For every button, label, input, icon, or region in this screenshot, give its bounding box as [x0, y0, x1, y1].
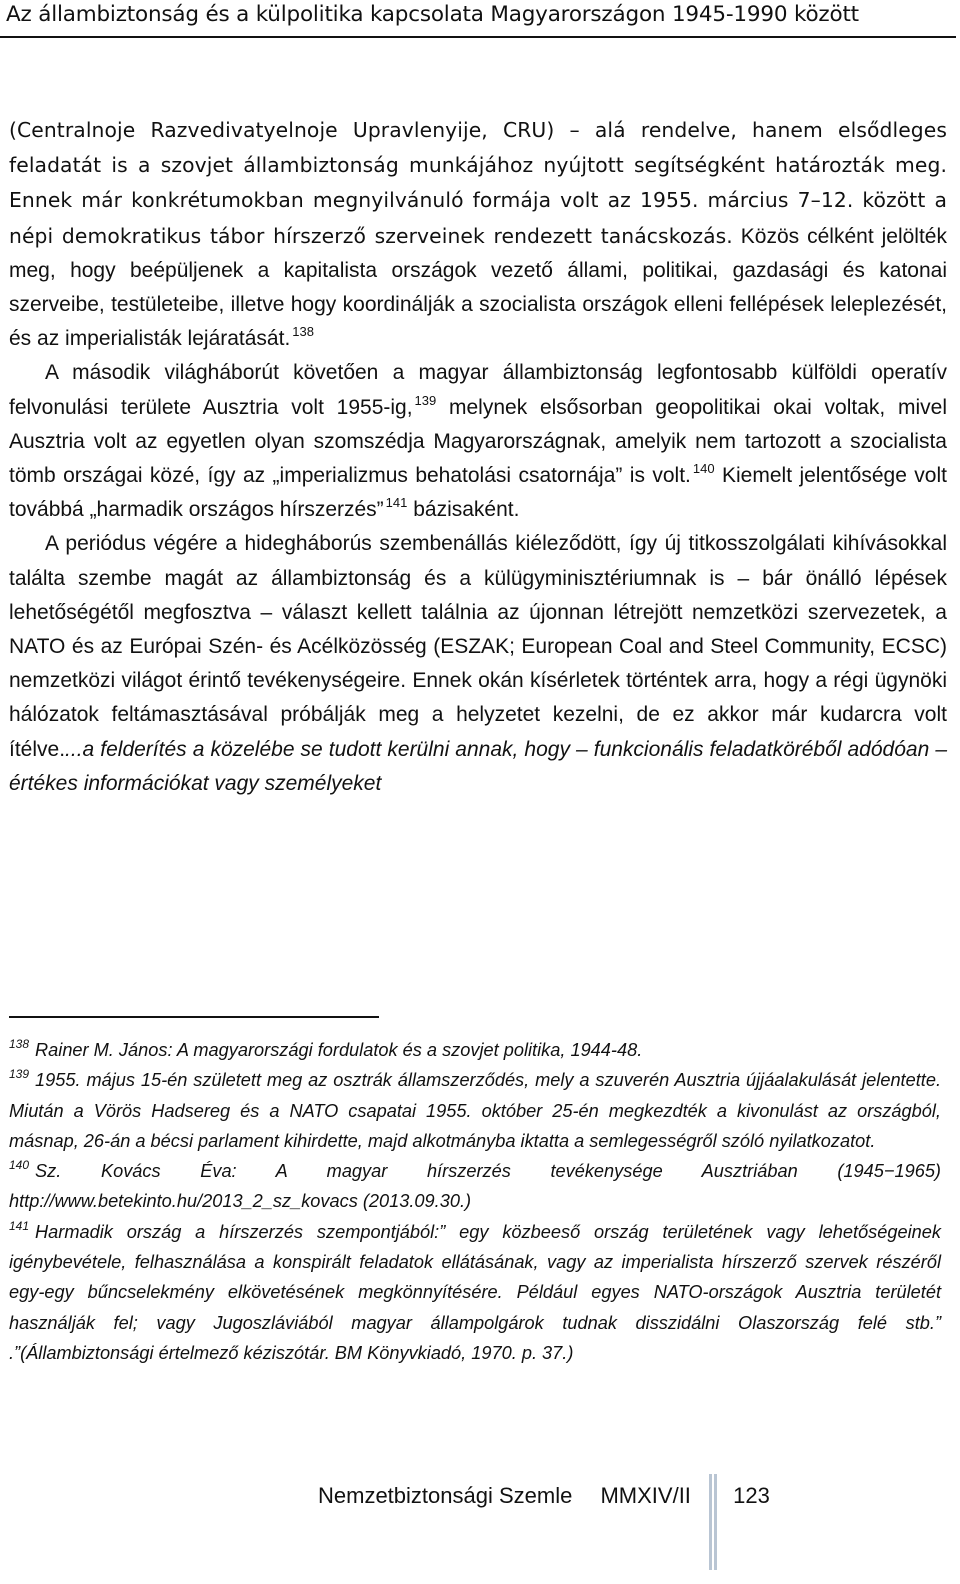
footnote-ref-138[interactable]: 138: [292, 324, 314, 340]
footer-divider-bars: [709, 1474, 719, 1570]
footnote-number: 140: [9, 1158, 30, 1173]
footnote-140: [9, 1156, 941, 1217]
footnote-number: 139: [9, 1067, 30, 1082]
paragraph-1-text-a: (Centralnoje Razvedivatyelnoje Upravlenyije, CRU) – alá rendelve, hanem elsődleges feladatát is a szovjet állambiztonság munkájához nyújtott segítségként határozták meg. Ennek már konkrétumokban megnyilvánuló formája volt az 1955. március 7–12. között a népi demokratikus tábor hírszerző szerveinek rendezett tanácskozás.: [9, 118, 947, 248]
paragraph-2-text-c: Kiemelt jelentősége volt továbbá „harmadik országos hírszerzés”: [9, 464, 947, 522]
footnote-text: Rainer M. János: A magyarországi fordulatok és a szovjet politika, 1944-48.: [35, 1040, 643, 1060]
paragraph-3-text: A periódus végére a hidegháborús szembenállás kiéleződött, így új titkosszolgálati kihívásokkal találta szembe magát az állambiztonság és a külügyminisztériumnak is – bár önálló lépések lehetőségétől megfosztva – választ kellett találnia az újonnan létrejött nemzetközi szervezetek, a NATO és az Európai Szén- és Acélközösség (ESZAK; European Coal and Steel Community, ECSC) nemzetközi világot érintő tevékenységeire. Ennek okán kísérletek történtek arra, hogy a régi ügynöki hálózatok feltámasztásával próbálják meg a helyzetet kezelni, de ez akkor már kudarcra volt ítélve.: [9, 532, 947, 761]
footnote-text: 1955. május 15-én született meg az osztrák államszerződés, mely a szuverén Ausztria újjáalakulását jelentette. Miután a Vörös Hadsereg és a NATO csapatai 1955. október 25-én megkezdték a kivonulást az országból, másnap, 26-án a bécsi parlament kihirdette, majd alkotmányba iktatta a semlegességről szóló nyilatkozatot.: [9, 1070, 941, 1151]
footnote-text: Sz. Kovács Éva: A magyar hírszerzés tevékenysége Ausztriában (1945−1965) http://www.betekinto.hu/2013_2_sz_kovacs (2013.09.30.): [9, 1161, 941, 1212]
footnote-ref-141[interactable]: 141: [385, 495, 408, 511]
footnote-138: [9, 1035, 941, 1065]
footnote-number: 141: [9, 1218, 30, 1233]
footnote-ref-139[interactable]: 139: [414, 392, 437, 408]
paragraph-2-text-d: bázisaként.: [407, 498, 520, 522]
running-header: Az állambiztonság és a külpolitika kapcsolata Magyarországon 1945-1990 között: [6, 2, 859, 27]
footnote-number: 138: [9, 1037, 30, 1051]
paragraph-2-text-b: melynek elsősorban geopolitikai okai voltak, mivel Ausztria volt az egyetlen olyan szomszédja Magyarországnak, amelyik nem tartozott a szocialista tömb országai közé, így az „imperializmus behatolási csatornája” is volt.: [9, 395, 947, 488]
footer-issue: MMXIV/II: [600, 1483, 691, 1508]
paragraph-1: [9, 113, 947, 356]
footnote-139: [9, 1065, 941, 1156]
paragraph-1-text-b: Közös célként jelölték meg, hogy beépüljenek a kapitalista országok vezető állami, politikai, gazdasági és katonai szerveibe, testületeibe, illetve hogy koordinálják a szocialista országok elleni fellépések leleplezését, és az imperialisták lejáratását.: [9, 224, 947, 351]
paragraph-3-italic-quote: ...a felderítés a közelébe se tudott kerülni annak, hogy – funkcionális feladatköréből adódóan – értékes információkat vagy személyeket: [9, 737, 947, 795]
footnote-text: Harmadik ország a hírszerzés szempontjából:” egy közbeeső ország területének vagy lehetőségeinek igénybevétele, felhasználása a konspirált feladatok ellátásának, vagy az imperialista hírszerző szervek részéről egy-egy bűncselekmény elkövetésének megkönnyítésére. Például egyes NATO-országok Ausztria területét használják fel; vagy Jugoszláviából magyar állampolgárok tudnak disszidálni Olaszország felé stb.” .”(Állambiztonsági értelmező kéziszótár. BM Könyvkiadó, 1970. p. 37.): [9, 1221, 941, 1363]
paragraph-2-text-a: A második világháborút követően a magyar állambiztonság legfontosabb külföldi operatív felvonulási területe Ausztria volt 1955-ig,: [9, 361, 947, 419]
paragraph-3: [9, 527, 947, 801]
footnotes: [9, 1035, 941, 1368]
footnote-141: [9, 1217, 941, 1368]
footnote-rule: [9, 1016, 379, 1018]
footer-journal-title: Nemzetbiztonsági Szemle: [318, 1483, 573, 1508]
header-rule: [0, 36, 956, 38]
page-footer: [318, 1476, 770, 1516]
page-number: 123: [733, 1483, 770, 1508]
paragraph-2: [9, 356, 947, 527]
footnote-ref-140[interactable]: 140: [692, 461, 715, 477]
main-text: [9, 113, 947, 801]
